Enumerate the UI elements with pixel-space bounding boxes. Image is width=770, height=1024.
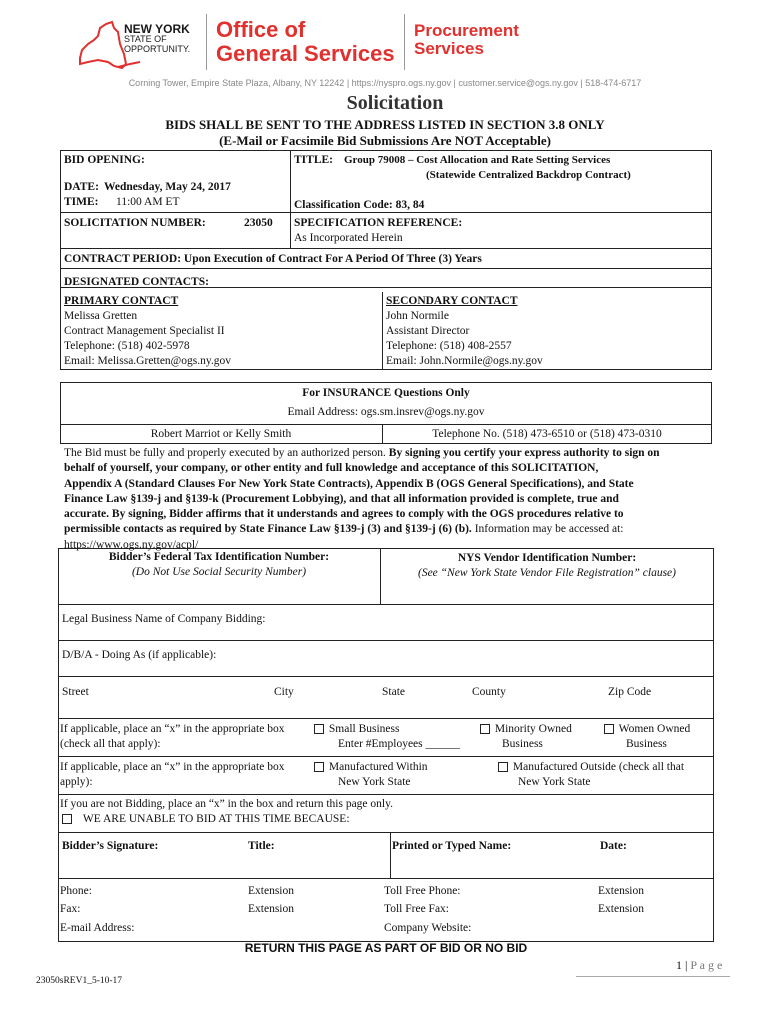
classification-code: Classification Code: 83, 84 xyxy=(294,199,425,211)
mfg-within-label-2: New York State xyxy=(338,776,411,788)
spec-value: As Incorporated Herein xyxy=(294,232,403,244)
applicable-2-line-2: apply): xyxy=(60,776,93,788)
fein-label: Bidder’s Federal Tax Identification Number: xyxy=(108,551,330,563)
bid-opening-label: BID OPENING: xyxy=(64,154,145,166)
not-bidding-instruction: If you are not Bidding, place an “x” in the box and return this page only. xyxy=(60,798,393,810)
mfg-outside-option[interactable] xyxy=(498,760,684,774)
unable-to-bid-checkbox[interactable] xyxy=(62,814,72,824)
secondary-contact-name: John Normile xyxy=(386,310,449,322)
solicitation-label: SOLICITATION NUMBER: xyxy=(64,217,206,229)
subtitle-2: (E-Mail or Facsimile Bid Submissions Are NOT Acceptable) xyxy=(219,133,551,148)
certification-paragraph xyxy=(64,446,724,553)
form-hline-6 xyxy=(58,794,714,795)
contacts-divider xyxy=(382,292,383,370)
secondary-contact-phone: Telephone: (518) 408-2557 xyxy=(386,340,512,352)
contacts-heading: DESIGNATED CONTACTS: xyxy=(64,276,209,288)
secondary-contact-title: Assistant Director xyxy=(386,325,470,337)
extension-field-3[interactable]: Extension xyxy=(248,903,294,915)
form-hline-8 xyxy=(58,878,714,879)
extension-field-4[interactable]: Extension xyxy=(598,903,644,915)
state-field[interactable]: State xyxy=(382,686,405,698)
primary-contact-name: Melissa Gretten xyxy=(64,310,138,322)
insurance-hline xyxy=(60,424,712,425)
primary-contact-title: Contract Management Specialist II xyxy=(64,325,225,337)
zip-field[interactable]: Zip Code xyxy=(608,686,652,698)
form-hline-2 xyxy=(58,640,714,641)
subtitle-1: BIDS SHALL BE SENT TO THE ADDRESS LISTED IN SECTION 3.8 ONLY xyxy=(165,117,605,132)
form-hline-1 xyxy=(58,604,714,605)
mfg-within-option[interactable] xyxy=(314,760,428,774)
minority-label: Minority Owned xyxy=(494,723,572,735)
primary-contact-phone: Telephone: (518) 402-5978 xyxy=(64,340,190,352)
street-field[interactable]: Street xyxy=(62,686,89,698)
applicable-2-line-1: If applicable, place an “x” in the appropriate box xyxy=(60,761,285,773)
para-line-3: Appendix A (Standard Clauses For New York State Contracts), Appendix B (OGS General Specifications), and State xyxy=(64,477,634,490)
para-line-1a: The Bid must be fully and properly executed by an authorized person. xyxy=(64,447,386,459)
women-option[interactable] xyxy=(604,722,690,736)
secondary-contact-label: SECONDARY CONTACT xyxy=(386,295,518,307)
mfg-outside-checkbox[interactable] xyxy=(498,762,508,772)
phone-field[interactable]: Phone: xyxy=(60,885,92,897)
printed-name-field[interactable]: Printed or Typed Name: xyxy=(392,840,512,852)
title-label: TITLE: xyxy=(294,154,333,166)
footer-rule xyxy=(576,976,730,977)
minority-label-2: Business xyxy=(502,738,543,750)
extension-field-1[interactable]: Extension xyxy=(248,885,294,897)
unable-to-bid-option[interactable] xyxy=(62,812,350,826)
contract-period: CONTRACT PERIOD: Upon Execution of Contract For A Period Of Three (3) Years xyxy=(64,253,482,265)
title-value-2: (Statewide Centralized Backdrop Contract) xyxy=(426,169,631,181)
form-hline-7 xyxy=(58,832,714,833)
title-value: Group 79008 – Cost Allocation and Rate Setting Services xyxy=(344,154,611,166)
mfg-outside-label: Manufactured Outside (check all that xyxy=(512,761,685,773)
email-field[interactable]: E-mail Address: xyxy=(60,922,135,934)
form-hline-4 xyxy=(58,718,714,719)
para-line-2: behalf of yourself, your company, or other entity and full knowledge and acceptance of this SOLICITATION, xyxy=(64,462,599,475)
insurance-phone: Telephone No. (518) 473-6510 or (518) 473-0310 xyxy=(432,428,662,440)
nys-logo-text-3: OPPORTUNITY. xyxy=(124,44,191,54)
secondary-contact-email: Email: John.Normile@ogs.ny.gov xyxy=(386,355,543,367)
time-value: 11:00 AM ET xyxy=(116,196,180,208)
county-field[interactable]: County xyxy=(472,686,506,698)
minority-option[interactable] xyxy=(480,722,572,736)
primary-contact-label: PRIMARY CONTACT xyxy=(64,295,179,307)
mfg-within-checkbox[interactable] xyxy=(314,762,324,772)
para-line-6a: permissible contacts as required by State Finance Law §139-j (3) and §139-j (6) (b). xyxy=(64,523,472,536)
page-label: P a g e xyxy=(690,958,723,972)
procurement-title-2: Services xyxy=(414,39,484,58)
header-divider-2 xyxy=(404,14,405,70)
para-line-4: Finance Law §139-j and §139-k (Procurement Lobbying), and that all information provided is complete, true and xyxy=(64,492,619,505)
mfg-within-label: Manufactured Within xyxy=(328,761,428,773)
spec-label: SPECIFICATION REFERENCE: xyxy=(294,217,463,229)
small-business-checkbox[interactable] xyxy=(314,724,324,734)
document-code: 23050sREV1_5-10-17 xyxy=(36,976,123,986)
nys-logo-text-1: NEW YORK xyxy=(124,22,190,36)
primary-contact-email: Email: Melissa.Gretten@ogs.ny.gov xyxy=(64,355,231,367)
solicitation-number: 23050 xyxy=(244,217,273,229)
toll-free-phone-field[interactable]: Toll Free Phone: xyxy=(384,885,461,897)
date-label: DATE: xyxy=(64,181,99,193)
applicable-1-line-2: (check all that apply): xyxy=(60,738,161,750)
page-number-value: 1 xyxy=(676,958,682,972)
signature-divider xyxy=(390,832,391,878)
page-title: Solicitation xyxy=(346,92,444,114)
form-hline-5 xyxy=(58,756,714,757)
para-line-1b: By signing you certify your express authority to sign on xyxy=(385,447,660,459)
dba-field[interactable]: D/B/A - Doing As (if applicable): xyxy=(62,649,217,661)
procurement-title-1: Procurement xyxy=(414,21,519,40)
vendor-id-note: (See “New York State Vendor File Registration” clause) xyxy=(418,567,676,579)
extension-field-2[interactable]: Extension xyxy=(598,885,644,897)
small-business-option[interactable] xyxy=(314,722,399,736)
employees-field[interactable]: Enter #Employees ______ xyxy=(338,738,461,750)
ogs-title-2: General Services xyxy=(216,41,395,66)
toll-free-fax-field[interactable]: Toll Free Fax: xyxy=(384,903,449,915)
city-field[interactable]: City xyxy=(274,686,294,698)
fein-note: (Do Not Use Social Security Number) xyxy=(131,566,307,578)
minority-checkbox[interactable] xyxy=(480,724,490,734)
women-label: Women Owned xyxy=(618,723,691,735)
return-notice: RETURN THIS PAGE AS PART OF BID OR NO BID xyxy=(244,941,528,955)
nys-logo-text-2: STATE OF xyxy=(124,34,167,44)
bid-divider xyxy=(290,150,291,248)
date-value: Wednesday, May 24, 2017 xyxy=(104,181,231,193)
mfg-outside-label-2: New York State xyxy=(518,776,591,788)
legal-name-field[interactable]: Legal Business Name of Company Bidding: xyxy=(62,613,266,625)
para-line-5: accurate. By signing, Bidder affirms that it understands and agrees to comply with the OGS procedures relative to xyxy=(64,508,624,521)
signature-field[interactable]: Bidder’s Signature: xyxy=(62,840,159,852)
ogs-title-1: Office of xyxy=(216,17,306,42)
fax-field[interactable]: Fax: xyxy=(60,903,81,915)
header-divider-1 xyxy=(206,14,207,70)
vendor-id-label: NYS Vendor Identification Number: xyxy=(457,552,637,564)
para-line-6b: Information may be accessed at: xyxy=(471,523,624,536)
form-hline-3 xyxy=(58,676,714,677)
insurance-email: Email Address: ogs.sm.insrev@ogs.ny.gov xyxy=(287,406,485,418)
women-label-2: Business xyxy=(626,738,667,750)
title-field[interactable]: Title: xyxy=(248,840,275,852)
bid-hline-2 xyxy=(290,212,712,213)
small-business-label: Small Business xyxy=(328,723,400,735)
applicable-1-line-1: If applicable, place an “x” in the appropriate box xyxy=(60,723,285,735)
insurance-names: Robert Marriot or Kelly Smith xyxy=(150,428,292,440)
bid-hline-3 xyxy=(60,248,712,249)
women-checkbox[interactable] xyxy=(604,724,614,734)
time-label: TIME: xyxy=(64,196,99,208)
unable-to-bid-label: WE ARE UNABLE TO BID AT THIS TIME BECAUSE: xyxy=(82,813,350,825)
insurance-heading: For INSURANCE Questions Only xyxy=(302,387,470,399)
website-field[interactable]: Company Website: xyxy=(384,922,472,934)
page-number: 1 | P a g e xyxy=(676,958,723,972)
acpl-link[interactable]: https://www.ogs.ny.gov/acpl/ xyxy=(64,538,199,551)
bid-hline-1 xyxy=(60,212,290,213)
date-field[interactable]: Date: xyxy=(600,840,627,852)
contact-line: Corning Tower, Empire State Plaza, Albany, NY 12242 | https://nyspro.ogs.ny.gov | customer.service@ogs.ny.gov | 518-474-6717 xyxy=(128,78,642,88)
